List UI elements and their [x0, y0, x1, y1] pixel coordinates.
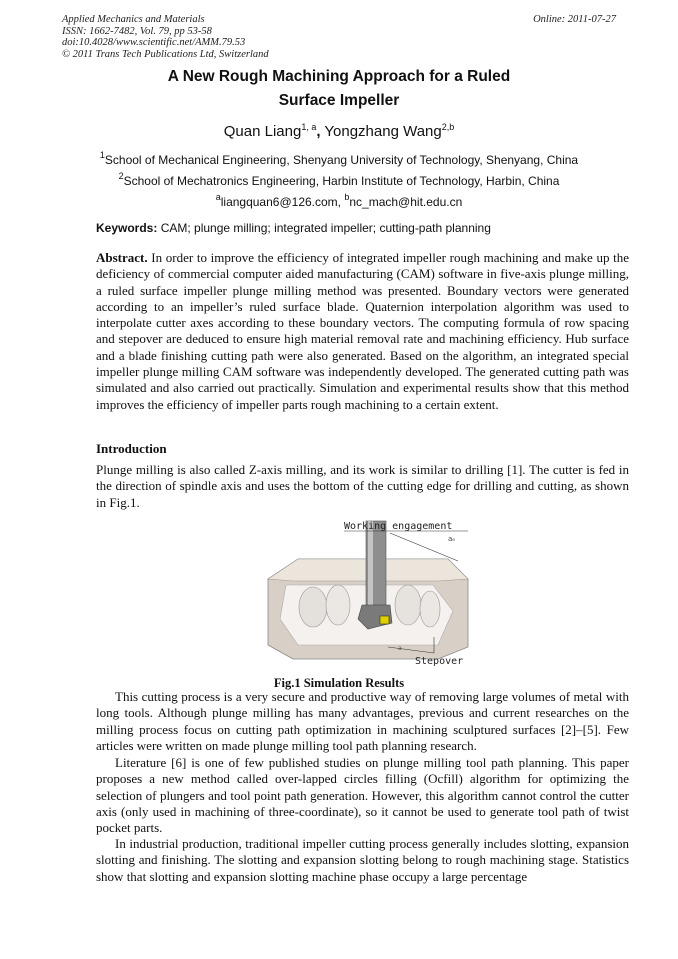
scallop-1: [299, 587, 327, 627]
scallop-3: [395, 585, 421, 625]
aff2-sup: 2: [118, 171, 124, 181]
author-2-sup: 2,b: [441, 122, 455, 132]
cutter-highlight: [368, 521, 373, 605]
journal-name: Applied Mechanics and Materials: [62, 14, 205, 25]
affiliation-2: [0, 171, 678, 188]
scallop-2: [326, 585, 350, 625]
abstract: [96, 250, 629, 413]
author-emails: [0, 192, 678, 209]
email-a-sup: a: [215, 192, 221, 202]
aff1-text: School of Mechanical Engineering, Shenyang University of Technology, Shenyang, China: [104, 153, 579, 167]
email-a[interactable]: liangquan6@126.com,: [220, 195, 345, 209]
abstract-label: Abstract.: [96, 250, 148, 265]
intro-paragraph-3: Literature [6] is one of few published studies on plunge milling tool path planning. This paper proposes a new method called over-lapped circles filling (Ocfill) algorithm for optimizing the selection of plungers and tool point path generation. However, this algorithm cannot control the cutter axis (only used in machining of three-coordinate), so it cannot be used to generate tool path of twist pocket parts.: [96, 755, 629, 836]
affiliation-1: [0, 150, 678, 167]
abstract-text: In order to improve the efficiency of integrated impeller rough machining and make up the deficiency of commercial computer aided manufacturing (CAM) software in five-axis plunge milling, a ruled surface impeller plunge milling method was presented. Boundary vectors were generated according to an impeller’s ruled surface blade. Quaternion interpolation algorithm was used to interpolate cutter axes according to these boundary vectors. The computing formula of row spacing and stepover are deduced to ensure high material removal rate and machining efficiency. Hub surface and a blade finishing cutting path were also generated. Based on the algorithm, an integrated special impeller plunge milling CAM software was independently developed. The generated cutting path was simulated and also carried out practically. Simulation and experimental results show that this method improves the efficiency of impeller parts rough machining to a certain extent.: [96, 250, 629, 412]
cutting-insert: [380, 616, 389, 624]
figure-simulation: [258, 519, 478, 671]
keywords: [96, 221, 491, 235]
author-separator: ,: [316, 123, 321, 140]
ae-label: aₑ: [448, 535, 456, 543]
keywords-text: CAM; plunge milling; integrated impeller; cutting-path planning: [157, 221, 491, 235]
issn-line: ISSN: 1662-7482, Vol. 79, pp 53-58: [62, 25, 212, 37]
small-a-label: a: [398, 645, 402, 652]
intro-paragraph-4: In industrial production, traditional impeller cutting process generally includes slotting, expansion slotting and finishing. The slotting and expansion slotting belong to rough machining stage. Statistics show that slotting and expansion slotting machine phase occupy a large percentage: [96, 836, 629, 884]
email-b-sup: b: [344, 192, 350, 202]
doi-line[interactable]: doi:10.4028/www.scientific.net/AMM.79.53: [62, 37, 246, 49]
author-1-sup: 1, a: [301, 122, 317, 132]
figure-caption: Fig.1 Simulation Results: [273, 676, 405, 690]
intro-paragraph-2: This cutting process is a very secure and productive way of removing large volumes of metal with long tools. Although plunge milling has many advantages, previous and current researches on the milling process focus on cutting path optimization in machining sculptured surfaces [2]–[5]. Few articles were written on made plunge milling tool path planning research.: [96, 689, 629, 753]
author-1: Quan Liang: [223, 123, 302, 140]
copyright-line: © 2011 Trans Tech Publications Ltd, Switzerland: [62, 48, 269, 60]
online-date: Online: 2011-07-27: [533, 14, 616, 25]
email-b[interactable]: nc_mach@hit.edu.cn: [349, 195, 463, 209]
keywords-label: Keywords:: [96, 221, 158, 235]
aff1-sup: 1: [99, 150, 105, 160]
journal-header: [62, 14, 269, 60]
introduction-heading: Introduction: [96, 441, 167, 456]
stepover-label: Stepover: [415, 656, 464, 667]
aff2-text: School of Mechatronics Engineering, Harbin Institute of Technology, Harbin, China: [123, 174, 560, 188]
author-list: [0, 122, 678, 140]
paper-title-line2: Surface Impeller: [278, 92, 400, 109]
paper-title-line1: A New Rough Machining Approach for a Ruled: [167, 68, 511, 85]
author-2: Yongzhang Wang: [324, 123, 442, 140]
intro-paragraph-1: Plunge milling is also called Z-axis milling, and its work is similar to drilling [1]. The cutter is fed in the direction of spindle axis and uses the bottom of the cutting edge for drilling and cutting, as shown in Fig.1.: [96, 462, 629, 510]
scallop-4: [420, 591, 440, 627]
working-engagement-label: Working engagement: [344, 521, 453, 532]
